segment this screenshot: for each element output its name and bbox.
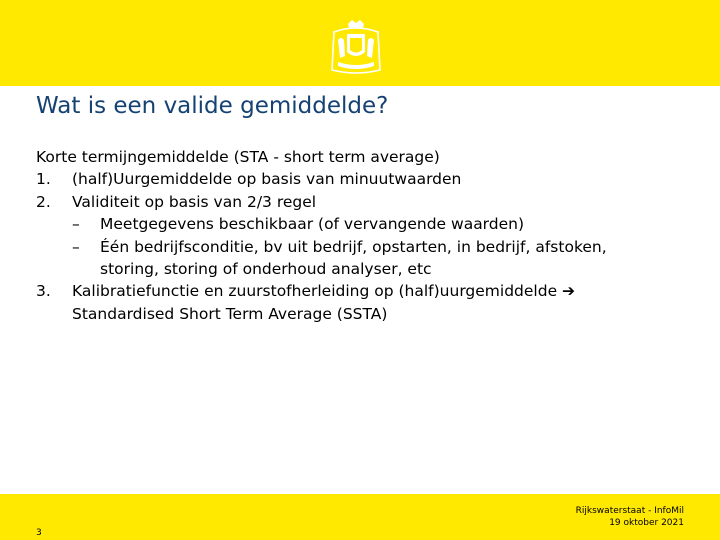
list-number: 2. [36, 192, 51, 211]
page-number: 3 [36, 528, 42, 538]
list-item-3-continuation: Standardised Short Term Average (SSTA) [72, 304, 388, 323]
sub-item-2 [36, 236, 706, 258]
dash-bullet: – [72, 237, 80, 256]
coat-of-arms-icon [328, 18, 384, 78]
footer-info [576, 506, 684, 529]
list-item-text: Kalibratiefunctie en zuurstofherleiding op (half)uurgemiddelde [72, 282, 558, 301]
sub-item-text: Meetgegevens beschikbaar (of vervangende waarden) [100, 215, 525, 234]
list-item-3 [36, 280, 706, 302]
list-item-2 [36, 191, 706, 213]
arrow-right-icon: ➔ [562, 282, 576, 301]
sub-item-text: Één bedrijfsconditie, bv uit bedrijf, opstarten, in bedrijf, afstoken, [100, 237, 607, 256]
footer-org: Rijkswaterstaat - InfoMil [575, 506, 684, 516]
list-item-text: (half)Uurgemiddelde op basis van minuutwaarden [72, 170, 462, 189]
list-number: 3. [36, 282, 51, 301]
footer-date: 19 oktober 2021 [609, 517, 684, 528]
intro-line: Korte termijngemiddelde (STA - short term average) [36, 148, 440, 166]
slide-body [36, 146, 706, 325]
list-item-1 [36, 168, 706, 190]
dash-bullet: – [72, 215, 80, 234]
slide-title: Wat is een valide gemiddelde? [36, 93, 389, 119]
list-number: 1. [36, 170, 51, 189]
sub-item-2-continuation: storing, storing of onderhoud analyser, etc [100, 260, 432, 279]
list-item-text: Validiteit op basis van 2/3 regel [72, 192, 317, 211]
header-bar [0, 0, 720, 86]
sub-item-1 [36, 213, 706, 235]
